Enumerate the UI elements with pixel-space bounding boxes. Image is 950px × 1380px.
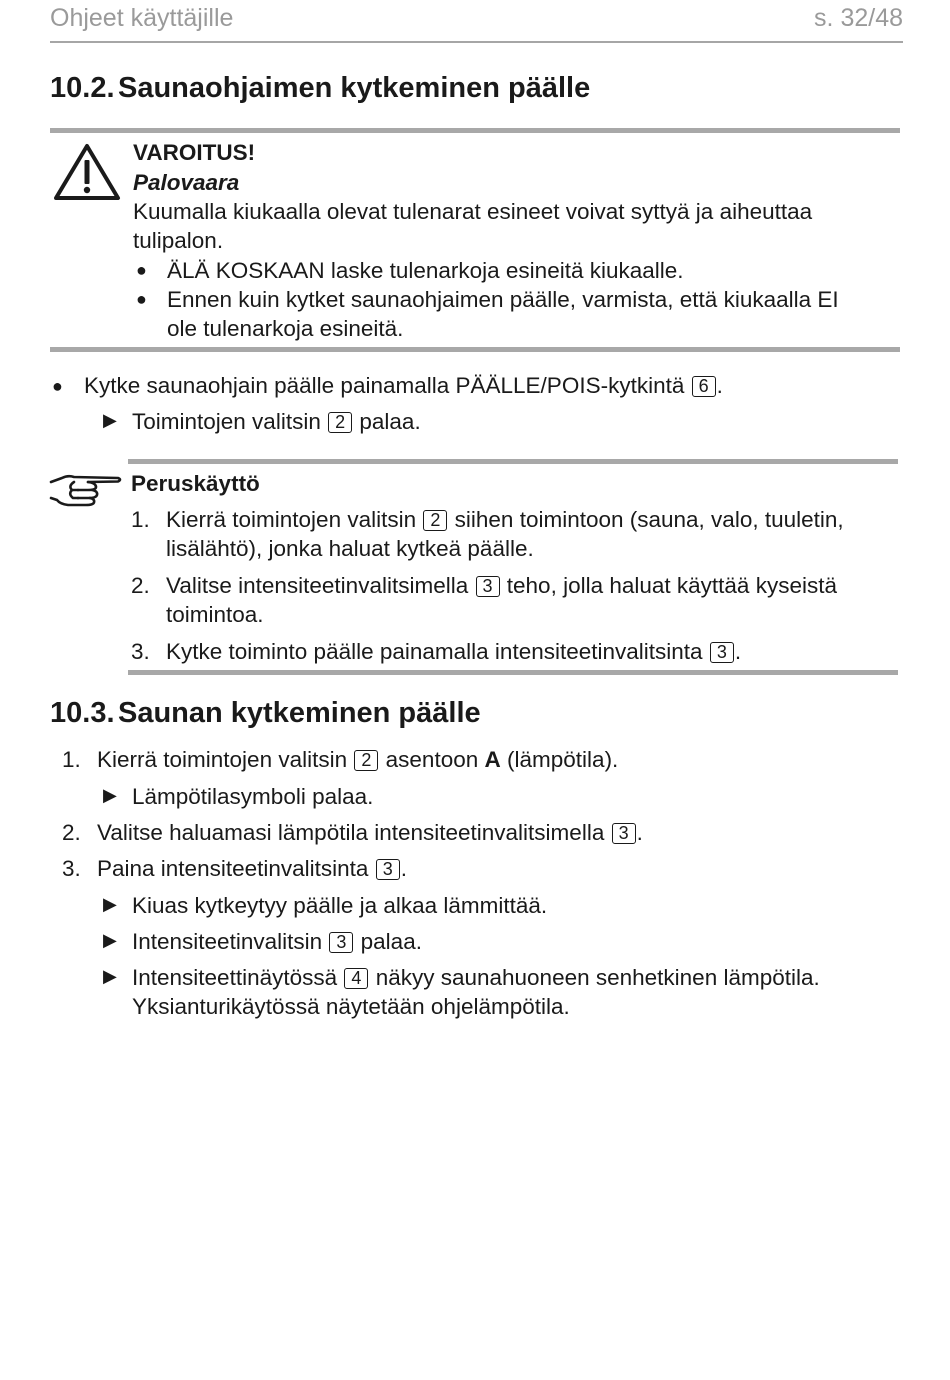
header-title: Ohjeet käyttäjille (50, 4, 234, 32)
control-ref-box: 6 (692, 376, 716, 397)
section-number: 10.2. (50, 72, 115, 104)
result-text-end: palaa. (359, 409, 421, 434)
warning-subtitle: Palovaara (133, 170, 240, 195)
note-item-text-end: . (734, 639, 742, 664)
note-item-text-end: siihen toimintoon (sauna, valo, tuuletin, (454, 507, 844, 532)
note-item-text: Valitse intensiteetinvalitsimella (166, 573, 469, 598)
note-item-2 (166, 571, 837, 600)
result-arrow-icon: ▶ (103, 410, 117, 430)
control-ref-box: 3 (476, 576, 500, 597)
note-item-text: Kierrä toimintojen valitsin (166, 507, 417, 532)
section-heading-10-2 (50, 72, 590, 105)
result-text: Toimintojen valitsin (132, 409, 321, 434)
warning-label: VAROITUS! (133, 140, 256, 165)
step-3-result-1: Kiuas kytkeytyy päälle ja alkaa lämmittää. (132, 893, 548, 918)
warning-triangle-icon (52, 142, 122, 202)
step-number: 2. (62, 820, 81, 845)
step-number: 1. (62, 747, 81, 772)
step-3-result-3-cont: Yksianturikäytössä näytetään ohjelämpötila. (132, 994, 570, 1019)
note-bottom-bar (128, 670, 898, 675)
step-2 (97, 818, 643, 847)
result-arrow-icon: ▶ (103, 785, 117, 805)
warning-bottom-bar (50, 347, 900, 352)
bullet-dot-icon: ● (136, 289, 147, 309)
step-text: Valitse haluamasi lämpötila intensiteetinvalitsimella (97, 820, 605, 845)
warning-text-2: tulipalon. (133, 228, 224, 253)
step-text: Kytke saunaohjain päälle painamalla PÄÄLLE/POIS-kytkintä (84, 373, 685, 398)
control-ref-box: 2 (354, 750, 378, 771)
note-item-1-cont: lisälähtö), jonka haluat kytkeä päälle. (166, 536, 534, 561)
note-item-text: Kytke toiminto päälle painamalla intensiteetinvalitsinta (166, 639, 703, 664)
result-text: Intensiteettinäytössä (132, 965, 338, 990)
note-item-number: 3. (131, 639, 150, 664)
section-title: Saunan kytkeminen päälle (118, 697, 481, 729)
control-ref-box: 2 (423, 510, 447, 531)
step-number: 3. (62, 856, 81, 881)
note-item-1 (166, 505, 844, 534)
result-arrow-icon: ▶ (103, 894, 117, 914)
step-text: Paina intensiteetinvalitsinta (97, 856, 369, 881)
step-text-mid: asentoon (385, 747, 479, 772)
control-ref-box: 3 (710, 642, 734, 663)
note-item-number: 2. (131, 573, 150, 598)
step-result (132, 407, 421, 436)
step-3 (97, 854, 407, 883)
result-text: Intensiteetinvalitsin (132, 929, 323, 954)
step-3-result-3 (132, 963, 820, 992)
section-heading-10-3 (50, 697, 481, 730)
step-text: Kierrä toimintojen valitsin (97, 747, 348, 772)
warning-bullet-2-cont: ole tulenarkoja esineitä. (167, 316, 404, 341)
step-instruction (84, 371, 723, 400)
result-text-end: palaa. (360, 929, 422, 954)
section-title: Saunaohjaimen kytkeminen päälle (118, 72, 591, 104)
step-1-result: Lämpötilasymboli palaa. (132, 784, 374, 809)
bullet-dot-icon: ● (136, 260, 147, 280)
page-header (50, 2, 903, 42)
note-top-bar (128, 459, 898, 464)
warning-bullet-1: ÄLÄ KOSKAAN laske tulenarkoja esineitä kiukaalle. (167, 258, 684, 283)
result-arrow-icon: ▶ (103, 966, 117, 986)
note-item-3 (166, 637, 741, 666)
control-ref-box: 3 (612, 823, 636, 844)
step-text-end: . (400, 856, 407, 881)
warning-top-bar (50, 128, 900, 133)
pointing-hand-icon (48, 470, 124, 510)
header-divider (50, 41, 903, 43)
bullet-dot-icon: ● (52, 376, 63, 396)
control-ref-box: 2 (328, 412, 352, 433)
control-ref-box: 4 (344, 968, 368, 989)
step-text-end: . (716, 373, 723, 398)
step-text-end: . (636, 820, 643, 845)
position-label: A (484, 747, 501, 772)
note-item-text-end: teho, jolla haluat käyttää kyseistä (506, 573, 837, 598)
result-text-end: näkyy saunahuoneen senhetkinen lämpötila. (375, 965, 820, 990)
warning-text: Kuumalla kiukaalla olevat tulenarat esineet voivat syttyä ja aiheuttaa (133, 199, 813, 224)
note-item-2-cont: toimintoa. (166, 602, 264, 627)
page-number: s. 32/48 (814, 4, 903, 32)
step-text-end: (lämpötila). (507, 747, 619, 772)
warning-bullet-2: Ennen kuin kytket saunaohjaimen päälle, varmista, että kiukaalla EI (167, 287, 839, 312)
step-1 (97, 745, 618, 774)
section-number: 10.3. (50, 697, 115, 729)
note-title: Peruskäyttö (131, 471, 260, 496)
control-ref-box: 3 (376, 859, 400, 880)
control-ref-box: 3 (329, 932, 353, 953)
step-3-result-2 (132, 927, 422, 956)
result-arrow-icon: ▶ (103, 930, 117, 950)
note-item-number: 1. (131, 507, 150, 532)
